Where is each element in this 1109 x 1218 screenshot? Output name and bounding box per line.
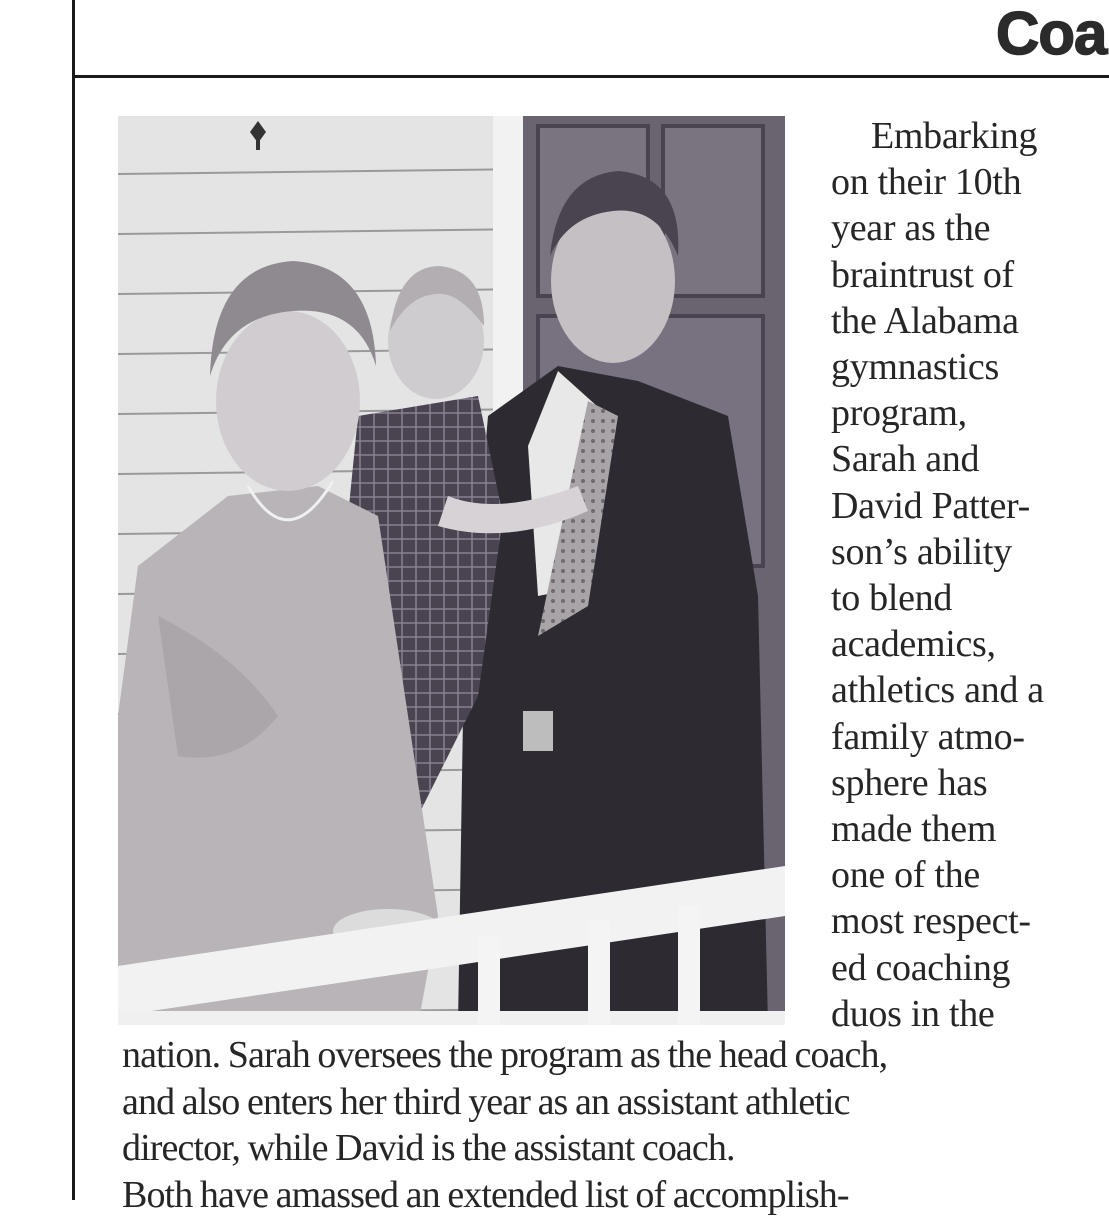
article-line: most respect- xyxy=(831,900,1031,943)
article-line: nation. Sarah oversees the program as the head coach, xyxy=(122,1034,888,1076)
article-line: gymnastics xyxy=(831,346,999,389)
article-line: program, xyxy=(831,392,967,435)
article-line: family atmo- xyxy=(831,715,1025,758)
article-line: director, while David is the assistant coach. xyxy=(122,1127,735,1169)
article-line: duos in the xyxy=(831,992,995,1035)
article-line: one of the xyxy=(831,854,980,897)
article-line: made them xyxy=(831,808,997,851)
article-line-cropped: Both have amassed an extended list of accomplish- xyxy=(122,1173,849,1216)
article-line: Embarking xyxy=(871,115,1038,157)
article-line: David Patter- xyxy=(831,484,1030,527)
coaches-family-photo xyxy=(118,116,785,1025)
article-line: and also enters her third year as an assistant athletic xyxy=(122,1080,850,1123)
article-line: braintrust of xyxy=(831,253,1014,296)
article-line: athletics and a xyxy=(831,669,1044,712)
page-border-left xyxy=(72,0,75,1200)
article-line: sphere has xyxy=(831,761,988,804)
article-line: year as the xyxy=(831,207,991,250)
article-line: to blend xyxy=(831,577,953,620)
article-line: Sarah and xyxy=(831,438,980,481)
article-full-width xyxy=(122,1032,1102,1216)
header-rule xyxy=(72,75,1109,78)
article-line: the Alabama xyxy=(831,299,1019,342)
headline: Coa xyxy=(996,0,1107,67)
article-line: ed coaching xyxy=(831,946,1011,989)
article-side-column xyxy=(831,113,1101,1037)
article-line: son’s ability xyxy=(831,530,1012,573)
article-line: on their 10th xyxy=(831,161,1022,204)
article-line: academics, xyxy=(831,623,996,666)
